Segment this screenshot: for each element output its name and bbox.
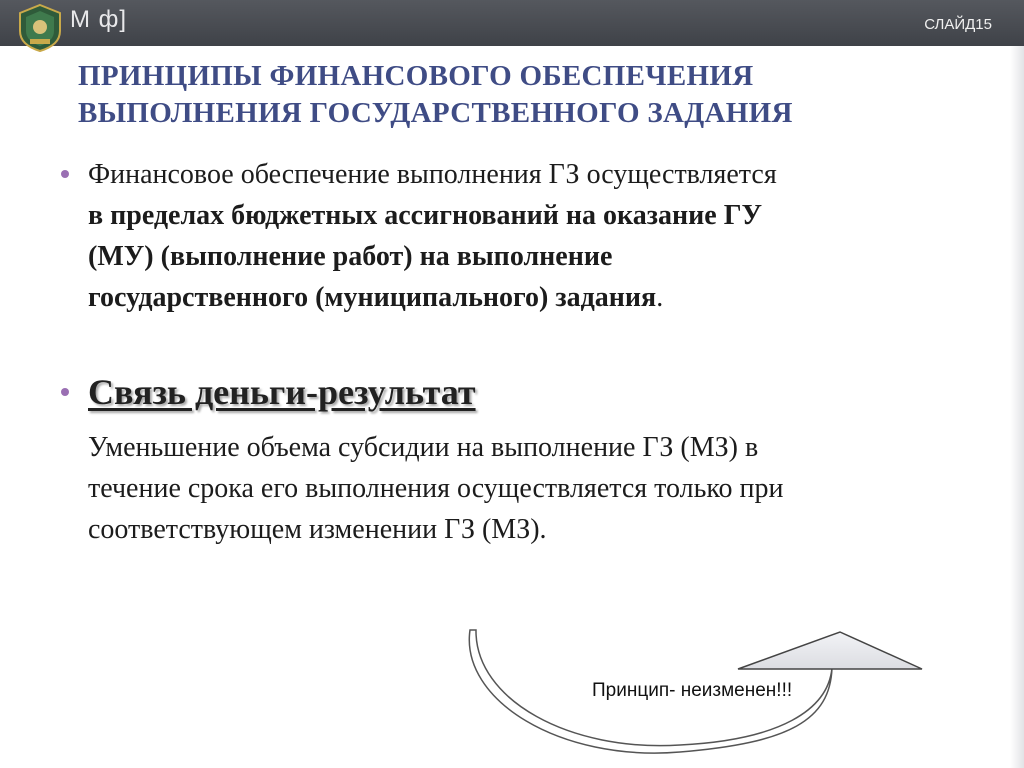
bullet-2-heading: Связь деньги-результат <box>88 372 476 412</box>
bullet-2-line-2: течение срока его выполнения осуществляется только при <box>88 473 784 504</box>
title-line-1: ПРИНЦИПЫ ФИНАНСОВОГО ОБЕСПЕЧЕНИЯ <box>78 60 754 92</box>
title-line-2: ВЫПОЛНЕНИЯ ГОСУДАРСТВЕННОГО ЗАДАНИЯ <box>78 97 793 129</box>
principle-callout: Принцип- неизменен!!! <box>592 680 793 701</box>
bullet-1-line-4: государственного (муниципального) задания <box>88 282 657 313</box>
bullet-1-line-3: (МУ) (выполнение работ) на выполнение <box>88 241 613 272</box>
bullet-2-line-3: соответствующем изменении ГЗ (МЗ). <box>88 514 547 545</box>
bullet-1-period: . <box>656 282 664 313</box>
bullet-1-line-1: Финансовое обеспечение выполнения ГЗ осуществляется <box>88 159 777 190</box>
slide-number: СЛАЙД15 <box>924 16 992 33</box>
brand-text: М ф] <box>70 6 128 33</box>
arrow-head <box>738 632 922 669</box>
bullet-2-line-1: Уменьшение объема субсидии на выполнение ГЗ (МЗ) в <box>88 432 759 463</box>
bullet-1-line-2: в пределах бюджетных ассигнований на оказание ГУ <box>88 200 763 231</box>
